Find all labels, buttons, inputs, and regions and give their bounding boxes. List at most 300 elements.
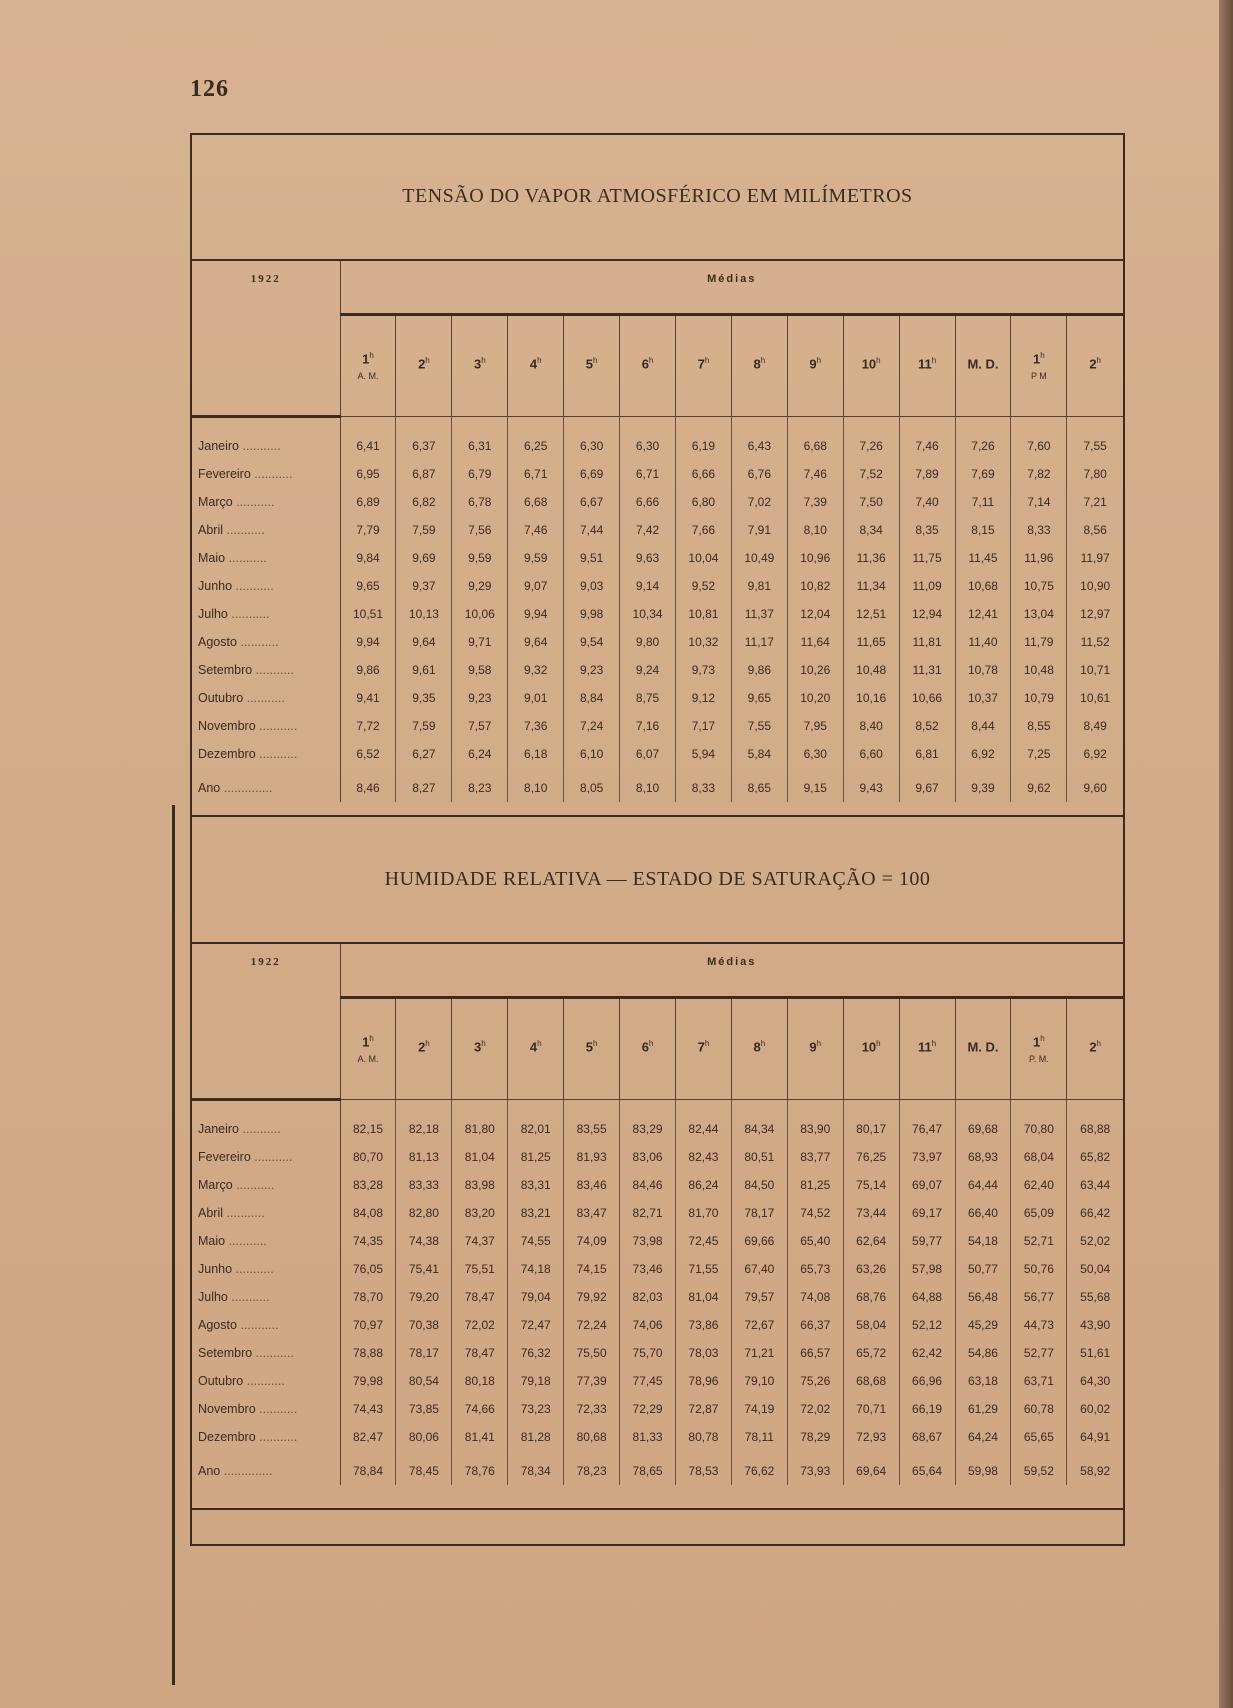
value-cell: 74,06: [620, 1311, 676, 1339]
leader-dots: ...........: [227, 607, 270, 621]
value-cell: 73,97: [899, 1143, 955, 1171]
value-cell: 9,64: [508, 628, 564, 656]
month-label: [192, 516, 340, 544]
hour-label: 3: [473, 1039, 482, 1055]
value-cell: 7,89: [899, 460, 955, 488]
table-row: [192, 1423, 1123, 1451]
value-cell: 65,40: [787, 1227, 843, 1255]
value-cell: 6,25: [508, 417, 564, 461]
table-row: [192, 740, 1123, 768]
value-cell: 11,09: [899, 572, 955, 600]
value-cell: 9,61: [396, 656, 452, 684]
table-row: [192, 516, 1123, 544]
value-cell: 9,29: [452, 572, 508, 600]
value-cell: 10,61: [1067, 684, 1123, 712]
value-cell: 86,24: [675, 1171, 731, 1199]
hour-suffix: h: [369, 351, 374, 361]
table-row: [192, 1199, 1123, 1227]
hour-label: 10: [861, 1039, 877, 1055]
value-cell: 73,44: [843, 1199, 899, 1227]
value-cell: 9,84: [340, 544, 396, 572]
value-cell: 78,17: [396, 1339, 452, 1367]
value-cell: 10,78: [955, 656, 1011, 684]
hour-label: 8: [753, 356, 761, 372]
value-cell: 8,55: [1011, 712, 1067, 740]
leader-dots: ...........: [255, 1402, 298, 1416]
value-cell: 8,52: [899, 712, 955, 740]
month-label: [192, 656, 340, 684]
value-cell: 79,04: [508, 1283, 564, 1311]
month-label: [192, 1255, 340, 1283]
value-cell: 69,66: [731, 1227, 787, 1255]
value-cell: 9,64: [396, 628, 452, 656]
value-cell: 7,26: [843, 417, 899, 461]
hour-suffix: h: [876, 356, 881, 366]
annual-value-cell: 8,10: [620, 768, 676, 802]
value-cell: 6,80: [675, 488, 731, 516]
value-cell: 82,43: [675, 1143, 731, 1171]
value-cell: 73,46: [620, 1255, 676, 1283]
annual-row: [192, 1451, 1123, 1485]
value-cell: 8,49: [1067, 712, 1123, 740]
leader-dots: ...........: [239, 1122, 281, 1136]
value-cell: 83,06: [620, 1143, 676, 1171]
value-cell: 6,27: [396, 740, 452, 768]
value-cell: 10,51: [340, 600, 396, 628]
value-cell: 8,56: [1067, 516, 1123, 544]
month-name: Julho: [198, 1290, 228, 1304]
value-cell: 50,77: [955, 1255, 1011, 1283]
annual-value-cell: 8,27: [396, 768, 452, 802]
value-cell: 10,20: [787, 684, 843, 712]
month-name: Julho: [198, 607, 228, 621]
value-cell: 57,98: [899, 1255, 955, 1283]
value-cell: 54,18: [955, 1227, 1011, 1255]
value-cell: 72,33: [564, 1395, 620, 1423]
hour-suffix: h: [369, 1034, 374, 1044]
section-divider: [192, 1508, 1123, 1510]
table-row: [192, 417, 1123, 461]
value-cell: 11,45: [955, 544, 1011, 572]
value-cell: 81,25: [787, 1171, 843, 1199]
value-cell: 78,96: [675, 1367, 731, 1395]
value-cell: 72,47: [508, 1311, 564, 1339]
annual-value-cell: 78,53: [675, 1451, 731, 1485]
month-name: Maio: [198, 551, 226, 565]
value-cell: 60,78: [1011, 1395, 1067, 1423]
hour-suffix: h: [537, 356, 542, 366]
hour-suffix: h: [1096, 356, 1101, 366]
value-cell: 10,34: [620, 600, 676, 628]
hour-suffix: h: [1040, 351, 1045, 361]
value-cell: 72,67: [731, 1311, 787, 1339]
leader-dots: ...........: [250, 1150, 293, 1164]
relative-humidity-table: [192, 944, 1123, 1485]
value-cell: 6,10: [564, 740, 620, 768]
month-label: [192, 1199, 340, 1227]
value-cell: 63,18: [955, 1367, 1011, 1395]
value-cell: 7,56: [452, 516, 508, 544]
value-cell: 79,20: [396, 1283, 452, 1311]
value-cell: 72,24: [564, 1311, 620, 1339]
table-row: [192, 684, 1123, 712]
annual-value-cell: 9,67: [899, 768, 955, 802]
value-cell: 72,87: [675, 1395, 731, 1423]
month-label: [192, 712, 340, 740]
hour-label: 4: [529, 1039, 538, 1055]
annual-value-cell: 78,76: [452, 1451, 508, 1485]
hour-suffix: h: [648, 356, 654, 366]
value-cell: 7,50: [843, 488, 899, 516]
hour-label: 9: [809, 1039, 817, 1055]
month-label: [192, 1227, 340, 1255]
value-cell: 10,48: [843, 656, 899, 684]
hour-column-header: [1011, 315, 1067, 417]
value-cell: 9,01: [508, 684, 564, 712]
value-cell: 9,94: [340, 628, 396, 656]
annual-value-cell: 9,60: [1067, 768, 1123, 802]
value-cell: 7,36: [508, 712, 564, 740]
value-cell: 8,75: [620, 684, 676, 712]
value-cell: 65,09: [1011, 1199, 1067, 1227]
value-cell: 80,54: [396, 1367, 452, 1395]
leader-dots: ...........: [250, 467, 293, 481]
value-cell: 72,93: [843, 1423, 899, 1451]
value-cell: 74,35: [340, 1227, 396, 1255]
value-cell: 7,42: [620, 516, 676, 544]
month-name: Outubro: [198, 691, 244, 705]
leader-dots: ...........: [232, 1178, 275, 1192]
value-cell: 12,97: [1067, 600, 1123, 628]
annual-name: Ano: [198, 781, 221, 795]
value-cell: 7,44: [564, 516, 620, 544]
hour-suffix: h: [816, 1039, 822, 1049]
value-cell: 7,69: [955, 460, 1011, 488]
value-cell: 80,06: [396, 1423, 452, 1451]
annual-value-cell: 78,65: [620, 1451, 676, 1485]
value-cell: 81,41: [452, 1423, 508, 1451]
hour-suffix: h: [593, 1039, 598, 1049]
value-cell: 9,58: [452, 656, 508, 684]
hour-label: 2: [418, 1039, 426, 1055]
value-cell: 74,19: [731, 1395, 787, 1423]
value-cell: 64,88: [899, 1283, 955, 1311]
value-cell: 82,18: [396, 1100, 452, 1144]
month-name: Dezembro: [198, 1430, 256, 1444]
annual-value-cell: 8,65: [731, 768, 787, 802]
value-cell: 74,15: [564, 1255, 620, 1283]
value-cell: 78,11: [731, 1423, 787, 1451]
hour-suffix: h: [760, 1039, 766, 1049]
annual-value-cell: 59,98: [955, 1451, 1011, 1485]
value-cell: 9,65: [340, 572, 396, 600]
month-label: [192, 572, 340, 600]
value-cell: 65,73: [787, 1255, 843, 1283]
value-cell: 6,69: [564, 460, 620, 488]
month-name: Maio: [198, 1234, 226, 1248]
leader-dots: ..............: [220, 781, 273, 795]
value-cell: 11,81: [899, 628, 955, 656]
value-cell: 75,51: [452, 1255, 508, 1283]
month-label: [192, 1171, 340, 1199]
value-cell: 6,71: [620, 460, 676, 488]
value-cell: 83,21: [508, 1199, 564, 1227]
annual-row: [192, 768, 1123, 802]
value-cell: 6,82: [396, 488, 452, 516]
value-cell: 6,95: [340, 460, 396, 488]
value-cell: 11,37: [731, 600, 787, 628]
value-cell: 62,64: [843, 1227, 899, 1255]
value-cell: 52,12: [899, 1311, 955, 1339]
value-cell: 76,25: [843, 1143, 899, 1171]
value-cell: 68,93: [955, 1143, 1011, 1171]
value-cell: 9,35: [396, 684, 452, 712]
hour-column-header: [340, 998, 396, 1100]
value-cell: 9,54: [564, 628, 620, 656]
value-cell: 66,42: [1067, 1199, 1123, 1227]
value-cell: 7,82: [1011, 460, 1067, 488]
value-cell: 82,80: [396, 1199, 452, 1227]
value-cell: 7,80: [1067, 460, 1123, 488]
annual-value-cell: 9,43: [843, 768, 899, 802]
value-cell: 6,60: [843, 740, 899, 768]
value-cell: 5,94: [675, 740, 731, 768]
value-cell: 74,08: [787, 1283, 843, 1311]
page-edge-shadow: [1219, 0, 1233, 1708]
value-cell: 76,05: [340, 1255, 396, 1283]
hour-suffix: h: [1096, 1039, 1101, 1049]
annual-value-cell: 8,23: [452, 768, 508, 802]
value-cell: 10,75: [1011, 572, 1067, 600]
value-cell: 82,44: [675, 1100, 731, 1144]
value-cell: 7,26: [955, 417, 1011, 461]
value-cell: 9,51: [564, 544, 620, 572]
table-row: [192, 1255, 1123, 1283]
value-cell: 55,68: [1067, 1283, 1123, 1311]
month-name: Outubro: [198, 1374, 244, 1388]
hour-label: 1: [362, 351, 370, 367]
month-label: [192, 1423, 340, 1451]
value-cell: 83,33: [396, 1171, 452, 1199]
value-cell: 82,15: [340, 1100, 396, 1144]
annual-value-cell: 69,64: [843, 1451, 899, 1485]
table-row: [192, 488, 1123, 516]
value-cell: 81,93: [564, 1143, 620, 1171]
value-cell: 83,55: [564, 1100, 620, 1144]
hour-label: 1: [1033, 1034, 1041, 1050]
value-cell: 6,92: [955, 740, 1011, 768]
value-cell: 78,70: [340, 1283, 396, 1311]
month-label: [192, 460, 340, 488]
value-cell: 10,79: [1011, 684, 1067, 712]
value-cell: 6,30: [787, 740, 843, 768]
value-cell: 43,90: [1067, 1311, 1123, 1339]
value-cell: 69,07: [899, 1171, 955, 1199]
month-label: [192, 544, 340, 572]
value-cell: 63,44: [1067, 1171, 1123, 1199]
annual-value-cell: 8,10: [508, 768, 564, 802]
value-cell: 9,59: [508, 544, 564, 572]
table-row: [192, 1311, 1123, 1339]
hour-label: 1: [362, 1034, 370, 1050]
hour-label: 8: [753, 1039, 761, 1055]
value-cell: 75,14: [843, 1171, 899, 1199]
month-label: [192, 600, 340, 628]
tables-frame: [190, 133, 1125, 1546]
value-cell: 68,88: [1067, 1100, 1123, 1144]
hour-column-header: [899, 315, 955, 417]
value-cell: 64,91: [1067, 1423, 1123, 1451]
section-title-vapor-pressure: TENSÃO DO VAPOR ATMOSFÉRICO EM MILÍMETROS: [402, 185, 913, 207]
value-cell: 11,40: [955, 628, 1011, 656]
month-name: Março: [198, 495, 233, 509]
hour-suffix: h: [931, 356, 937, 366]
value-cell: 76,47: [899, 1100, 955, 1144]
value-cell: 70,97: [340, 1311, 396, 1339]
leader-dots: ...........: [243, 691, 285, 705]
value-cell: 7,59: [396, 516, 452, 544]
value-cell: 7,95: [787, 712, 843, 740]
value-cell: 84,08: [340, 1199, 396, 1227]
month-name: Setembro: [198, 1346, 253, 1360]
value-cell: 11,97: [1067, 544, 1123, 572]
value-cell: 83,31: [508, 1171, 564, 1199]
leader-dots: ..............: [220, 1464, 273, 1478]
value-cell: 84,46: [620, 1171, 676, 1199]
value-cell: 84,50: [731, 1171, 787, 1199]
value-cell: 79,10: [731, 1367, 787, 1395]
table-row: [192, 600, 1123, 628]
value-cell: 13,04: [1011, 600, 1067, 628]
hour-column-header: [452, 315, 508, 417]
leader-dots: ...........: [239, 439, 281, 453]
table-row: [192, 1367, 1123, 1395]
hour-column-header: [564, 998, 620, 1100]
value-cell: 52,02: [1067, 1227, 1123, 1255]
value-cell: 45,29: [955, 1311, 1011, 1339]
value-cell: 11,75: [899, 544, 955, 572]
value-cell: 69,68: [955, 1100, 1011, 1144]
value-cell: 74,38: [396, 1227, 452, 1255]
value-cell: 80,70: [340, 1143, 396, 1171]
value-cell: 74,37: [452, 1227, 508, 1255]
value-cell: 78,29: [787, 1423, 843, 1451]
hour-period: A. M.: [357, 1053, 379, 1064]
value-cell: 72,45: [675, 1227, 731, 1255]
value-cell: 70,71: [843, 1395, 899, 1423]
annual-value-cell: 9,39: [955, 768, 1011, 802]
value-cell: 7,46: [508, 516, 564, 544]
value-cell: 9,03: [564, 572, 620, 600]
month-name: Agosto: [198, 1318, 237, 1332]
leader-dots: ...........: [252, 663, 294, 677]
value-cell: 74,09: [564, 1227, 620, 1255]
value-cell: 7,91: [731, 516, 787, 544]
value-cell: 73,85: [396, 1395, 452, 1423]
value-cell: 7,39: [787, 488, 843, 516]
hour-suffix: h: [425, 1039, 430, 1049]
value-cell: 12,41: [955, 600, 1011, 628]
value-cell: 78,47: [452, 1339, 508, 1367]
value-cell: 66,19: [899, 1395, 955, 1423]
value-cell: 10,32: [675, 628, 731, 656]
value-cell: 82,71: [620, 1199, 676, 1227]
value-cell: 6,18: [508, 740, 564, 768]
value-cell: 6,68: [508, 488, 564, 516]
value-cell: 6,92: [1067, 740, 1123, 768]
value-cell: 6,24: [452, 740, 508, 768]
value-cell: 70,80: [1011, 1100, 1067, 1144]
value-cell: 6,07: [620, 740, 676, 768]
value-cell: 73,98: [620, 1227, 676, 1255]
value-cell: 6,68: [787, 417, 843, 461]
value-cell: 7,16: [620, 712, 676, 740]
value-cell: 5,84: [731, 740, 787, 768]
value-cell: 74,52: [787, 1199, 843, 1227]
value-cell: 9,07: [508, 572, 564, 600]
value-cell: 9,23: [564, 656, 620, 684]
table-row: [192, 628, 1123, 656]
value-cell: 68,76: [843, 1283, 899, 1311]
value-cell: 8,35: [899, 516, 955, 544]
value-cell: 71,55: [675, 1255, 731, 1283]
hour-label: 6: [641, 356, 649, 372]
hour-column-header: [1067, 315, 1123, 417]
value-cell: 9,81: [731, 572, 787, 600]
hour-column-header: [843, 315, 899, 417]
value-cell: 83,20: [452, 1199, 508, 1227]
value-cell: 12,51: [843, 600, 899, 628]
hour-label: 10: [861, 356, 877, 372]
value-cell: 78,88: [340, 1339, 396, 1367]
value-cell: 73,23: [508, 1395, 564, 1423]
value-cell: 56,77: [1011, 1283, 1067, 1311]
hour-column-header: [675, 998, 731, 1100]
hour-label: M. D.: [967, 356, 999, 372]
value-cell: 75,41: [396, 1255, 452, 1283]
value-cell: 65,65: [1011, 1423, 1067, 1451]
value-cell: 7,79: [340, 516, 396, 544]
value-cell: 9,52: [675, 572, 731, 600]
value-cell: 74,55: [508, 1227, 564, 1255]
value-cell: 9,69: [396, 544, 452, 572]
month-name: Setembro: [198, 663, 253, 677]
leader-dots: ...........: [255, 719, 298, 733]
value-cell: 9,80: [620, 628, 676, 656]
value-cell: 83,98: [452, 1171, 508, 1199]
value-cell: 6,31: [452, 417, 508, 461]
value-cell: 81,25: [508, 1143, 564, 1171]
value-cell: 50,04: [1067, 1255, 1123, 1283]
hour-column-header: [731, 315, 787, 417]
value-cell: 77,45: [620, 1367, 676, 1395]
leader-dots: ...........: [243, 1374, 285, 1388]
value-cell: 6,67: [564, 488, 620, 516]
value-cell: 72,29: [620, 1395, 676, 1423]
month-label: [192, 1339, 340, 1367]
value-cell: 6,37: [396, 417, 452, 461]
hour-label: 1: [1033, 351, 1041, 367]
value-cell: 82,47: [340, 1423, 396, 1451]
value-cell: 68,67: [899, 1423, 955, 1451]
value-cell: 56,48: [955, 1283, 1011, 1311]
value-cell: 65,82: [1067, 1143, 1123, 1171]
value-cell: 7,02: [731, 488, 787, 516]
table-row: [192, 1339, 1123, 1367]
year-header: 1922: [192, 944, 340, 1100]
hour-label: 4: [529, 356, 538, 372]
value-cell: 58,04: [843, 1311, 899, 1339]
